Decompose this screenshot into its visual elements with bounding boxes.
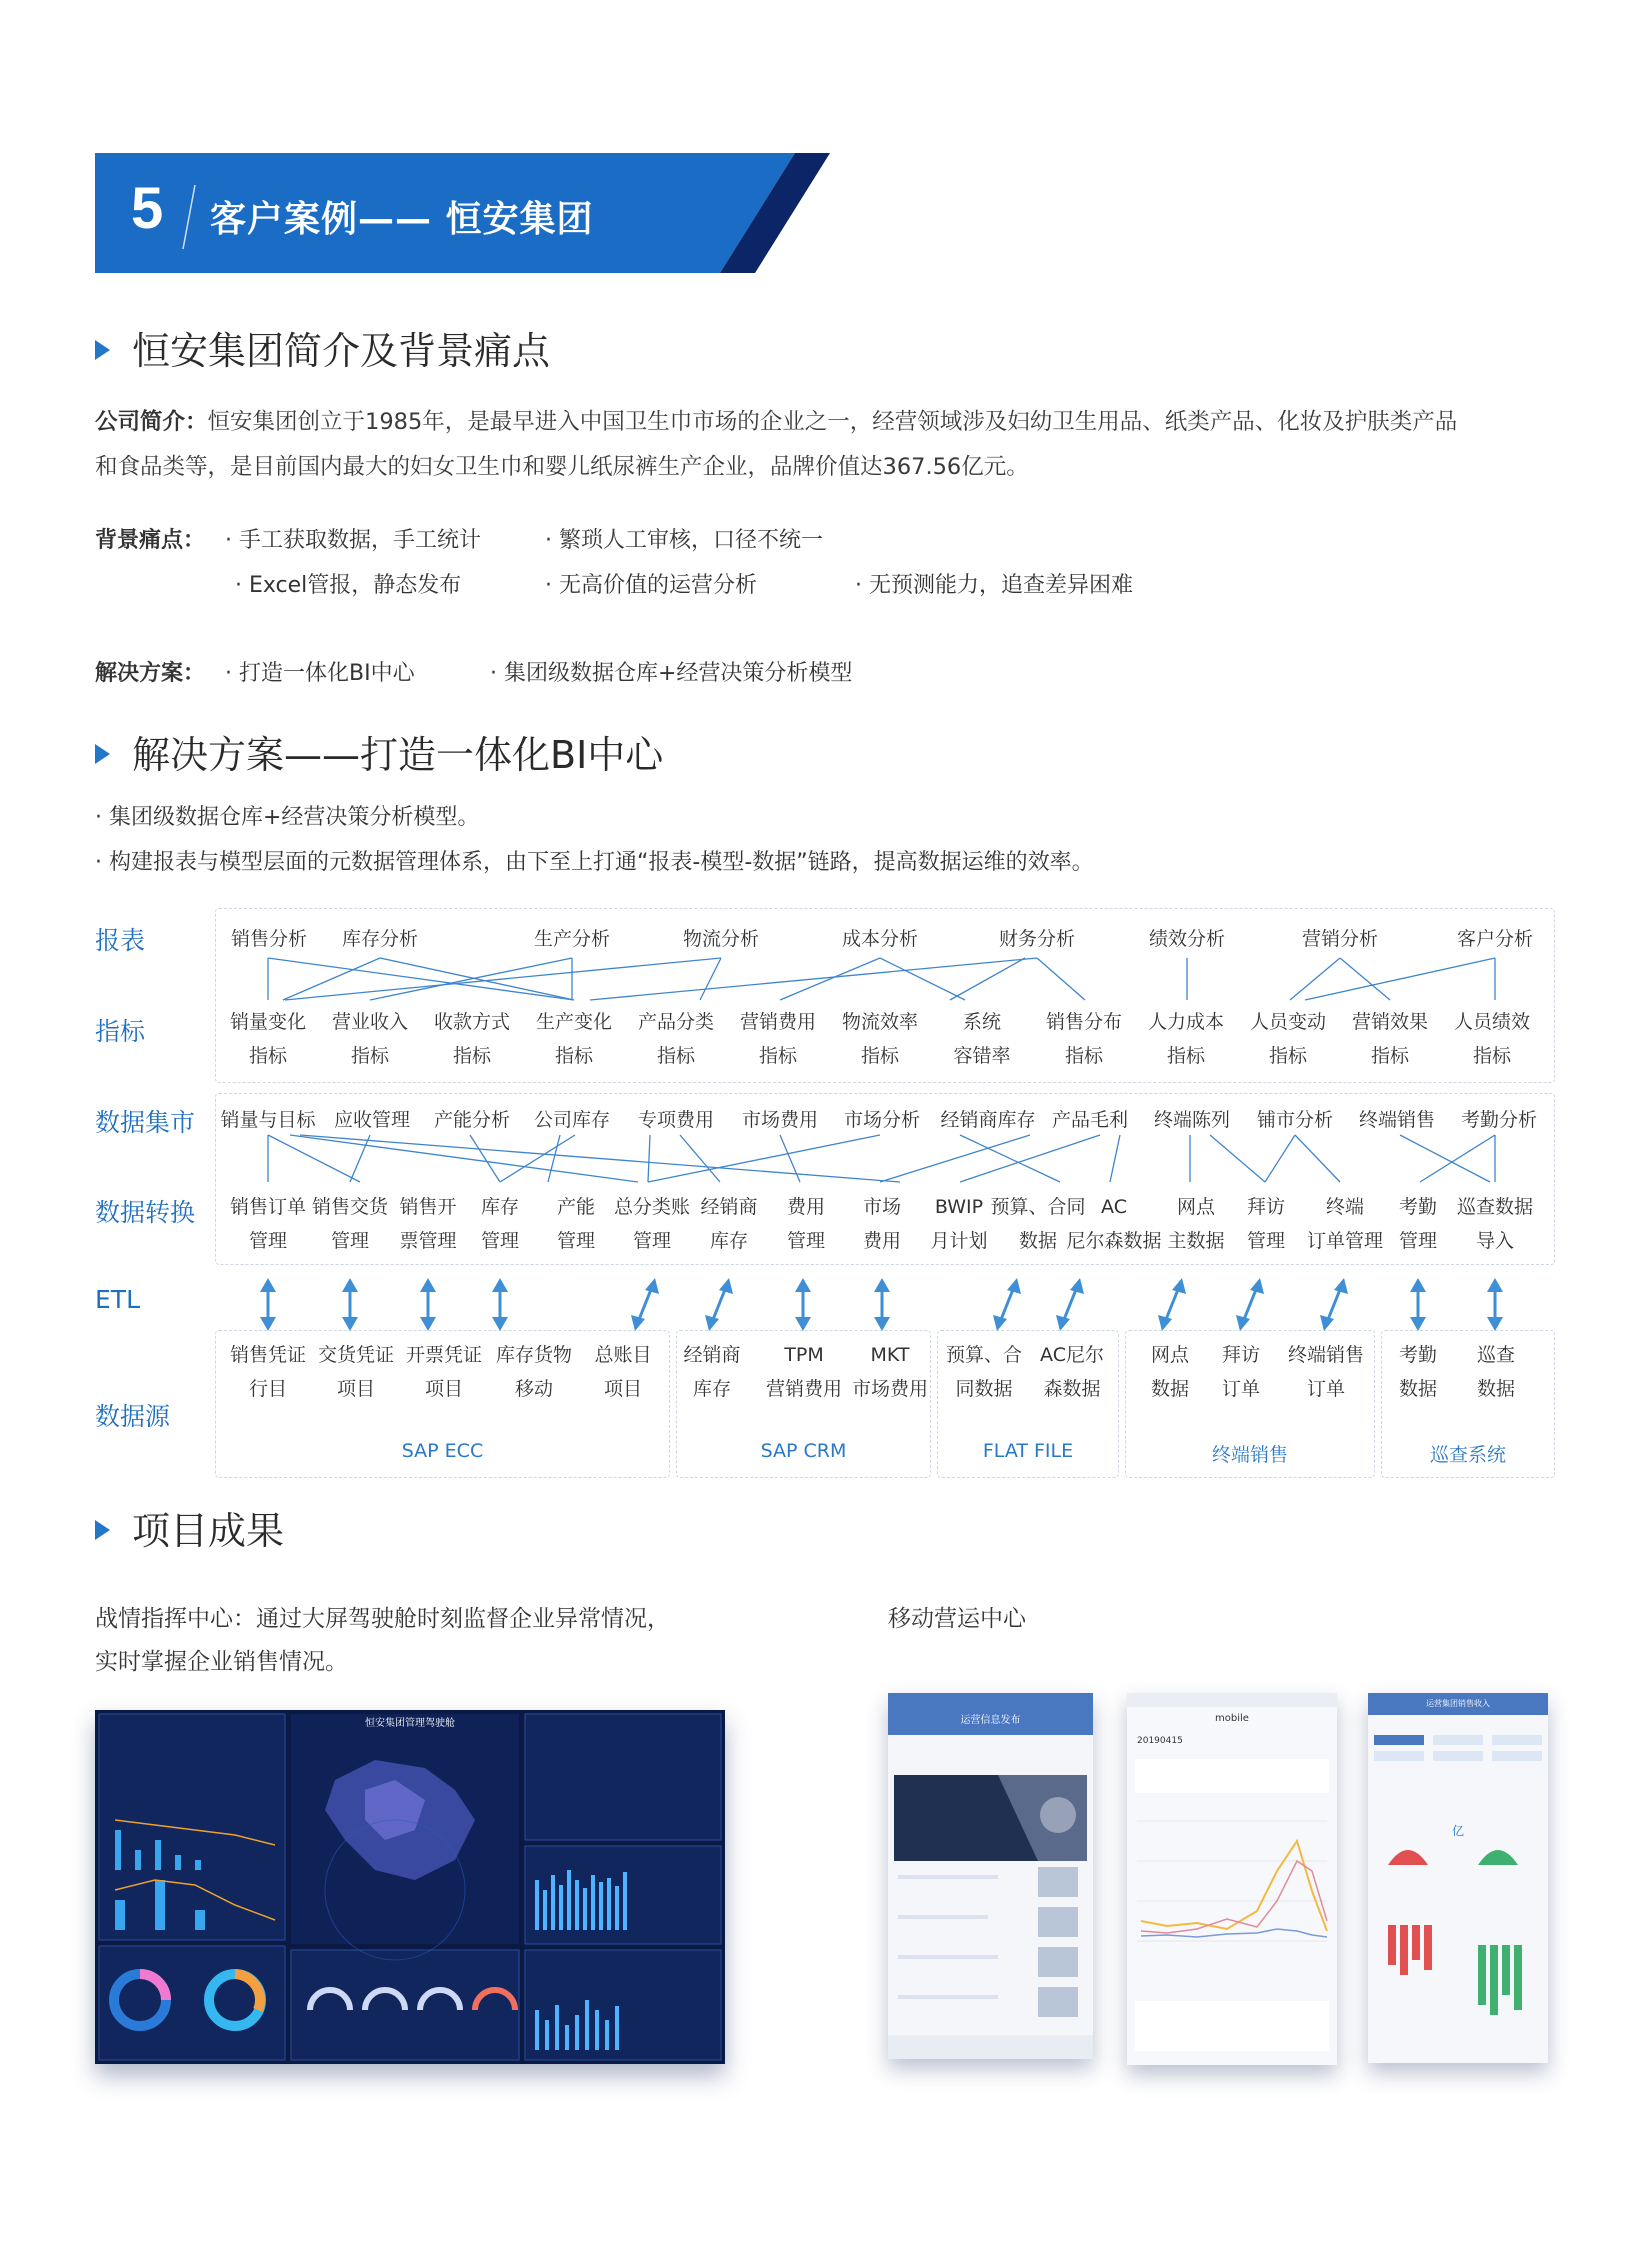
source-box-flat-file xyxy=(937,1330,1119,1478)
phone-screenshot-2 xyxy=(1127,1693,1337,2065)
indicator-item: 人力成本 指标 xyxy=(1147,1011,1224,1067)
source-item: 拜访 订单 xyxy=(1221,1344,1260,1400)
source-item: 网点 数据 xyxy=(1150,1344,1189,1400)
source-item: TPM 营销费用 xyxy=(765,1344,842,1400)
transform-item: 销售订单 管理 xyxy=(229,1196,306,1252)
source-item: 交货凭证 项目 xyxy=(317,1344,394,1400)
source-item: 考勤 数据 xyxy=(1398,1344,1437,1400)
indicator-item: 人员变动 指标 xyxy=(1249,1011,1326,1067)
etl-arrows xyxy=(260,1278,1503,1331)
system-name-terminal-sales: 终端销售 xyxy=(1211,1444,1288,1466)
phone-3-value: 亿 xyxy=(1451,1824,1465,1838)
source-item: 销售凭证 行目 xyxy=(229,1344,306,1400)
phone-title: mobile xyxy=(1215,1713,1249,1724)
transform-item: 经销商 库存 xyxy=(700,1196,758,1252)
indicator-item: 营业收入 指标 xyxy=(331,1011,408,1067)
system-name-flat-file: FLAT FILE xyxy=(982,1440,1074,1462)
source-item: 总账目 项目 xyxy=(594,1344,652,1400)
left-caption-line-2: 实时掌握企业销售情况。 xyxy=(95,1649,348,1675)
system-name-sap-ecc: SAP ECC xyxy=(401,1440,484,1462)
mart-item: 考勤分析 xyxy=(1460,1109,1537,1131)
mart-item: 产能分析 xyxy=(433,1109,510,1131)
transform-item: 销售开 票管理 xyxy=(399,1196,457,1252)
row-label-indicator: 指标 xyxy=(95,1017,146,1046)
phone-status-bar xyxy=(1127,1693,1337,1707)
report-item: 客户分析 xyxy=(1456,928,1533,950)
source-item: 预算、合 同数据 xyxy=(945,1344,1022,1400)
mart-item: 专项费用 xyxy=(637,1109,714,1131)
etl-arrow-diagonal xyxy=(993,1278,1021,1331)
report-item: 库存分析 xyxy=(341,928,418,950)
mart-item: 铺市分析 xyxy=(1256,1109,1333,1131)
indicator-item: 销量变化 指标 xyxy=(229,1011,306,1067)
row-label-source: 数据源 xyxy=(95,1402,171,1431)
etl-arrow-vertical xyxy=(260,1278,276,1331)
phone-status-bar xyxy=(888,1693,1093,1709)
source-item: 经销商 库存 xyxy=(683,1344,741,1400)
indicator-item: 生产变化 指标 xyxy=(535,1011,612,1067)
etl-arrow-vertical xyxy=(342,1278,358,1331)
etl-arrow-diagonal xyxy=(631,1278,659,1331)
report-item: 物流分析 xyxy=(682,928,759,950)
dashboard-title: 恒安集团管理驾驶舱 xyxy=(365,1718,455,1729)
transform-item: 巡查数据 导入 xyxy=(1456,1196,1533,1252)
report-indicator-links xyxy=(268,958,1495,1000)
mart-item: 终端销售 xyxy=(1358,1109,1435,1131)
etl-arrow-diagonal xyxy=(1158,1278,1186,1331)
indicator-item: 销售分布 指标 xyxy=(1045,1011,1122,1067)
report-item: 生产分析 xyxy=(533,928,610,950)
system-name-inspection: 巡查系统 xyxy=(1429,1444,1506,1466)
indicator-item: 收款方式 指标 xyxy=(433,1011,510,1067)
indicator-item: 营销效果 指标 xyxy=(1351,1011,1428,1067)
phone-screenshot-3 xyxy=(1368,1693,1548,2063)
mart-item: 市场费用 xyxy=(741,1109,818,1131)
report-item: 绩效分析 xyxy=(1148,928,1225,950)
phone-title: 运营集团销售收入 xyxy=(1368,1693,1548,1715)
pain-label: 背景痛点： xyxy=(95,528,206,553)
system-name-sap-crm: SAP CRM xyxy=(760,1440,847,1462)
mart-transform-links xyxy=(268,1135,1495,1182)
pain-item-4: · 无高价值的运营分析 xyxy=(545,573,757,598)
report-item: 财务分析 xyxy=(998,928,1075,950)
transform-item: BWIP 月计划 xyxy=(930,1196,988,1252)
transform-item: AC 尼尔森数据 xyxy=(1066,1196,1162,1252)
transform-item: 预算、合同 数据 xyxy=(990,1196,1086,1252)
mart-item: 市场分析 xyxy=(843,1109,920,1131)
section-title: 客户案例—— 恒安集团 xyxy=(210,199,594,240)
phone-date: 20190415 xyxy=(1137,1736,1183,1746)
indicator-item: 产品分类 指标 xyxy=(637,1011,714,1067)
etl-arrow-vertical xyxy=(795,1278,811,1331)
mart-item: 终端陈列 xyxy=(1153,1109,1230,1131)
source-box-inspection xyxy=(1381,1330,1555,1478)
etl-arrow-vertical xyxy=(492,1278,508,1331)
source-box-terminal xyxy=(1125,1330,1375,1478)
solution-label: 解决方案： xyxy=(95,661,206,686)
pain-item-5: · 无预测能力，追查差异困难 xyxy=(855,573,1133,598)
transform-item: 费用 管理 xyxy=(786,1196,825,1252)
phone-2-content xyxy=(1127,1751,1337,2065)
pain-item-3: · Excel管报，静态发布 xyxy=(235,573,462,598)
source-box-sap-crm xyxy=(676,1330,931,1478)
solution-item-2: · 集团级数据仓库+经营决策分析模型 xyxy=(490,661,853,686)
phone-3-content xyxy=(1368,1715,1548,2063)
etl-arrow-diagonal xyxy=(1320,1278,1348,1331)
phone-1-content xyxy=(888,1735,1093,2059)
report-item: 成本分析 xyxy=(841,928,918,950)
solution-bullet-1: · 集团级数据仓库+经营决策分析模型。 xyxy=(95,805,480,830)
transform-item: 产能 管理 xyxy=(556,1196,595,1252)
left-caption-line-1: 战情指挥中心：通过大屏驾驶舱时刻监督企业异常情况， xyxy=(95,1606,670,1632)
solution-item-1: · 打造一体化BI中心 xyxy=(225,661,415,686)
etl-arrow-vertical xyxy=(874,1278,890,1331)
source-item: 开票凭证 项目 xyxy=(405,1344,482,1400)
row-label-mart: 数据集市 xyxy=(95,1108,196,1137)
etl-arrow-vertical xyxy=(1487,1278,1503,1331)
transform-item: 考勤 管理 xyxy=(1398,1196,1437,1252)
transform-item: 销售交货 管理 xyxy=(311,1196,388,1252)
etl-arrow-vertical xyxy=(420,1278,436,1331)
transform-item: 网点 主数据 xyxy=(1167,1196,1225,1252)
phone-title: 运营信息发布 xyxy=(888,1709,1093,1735)
mart-item: 经销商库存 xyxy=(940,1109,1036,1131)
mart-item: 应收管理 xyxy=(333,1109,410,1131)
source-item: AC尼尔 森数据 xyxy=(1040,1344,1104,1400)
report-item: 营销分析 xyxy=(1301,928,1378,950)
report-item: 销售分析 xyxy=(230,928,307,950)
indicator-item: 物流效率 指标 xyxy=(841,1011,918,1067)
right-caption: 移动营运中心 xyxy=(888,1606,1026,1632)
intro-heading: 恒安集团简介及背景痛点 xyxy=(95,320,550,375)
source-item: 库存货物 移动 xyxy=(495,1344,572,1400)
pain-item-2: · 繁琐人工审核，口径不统一 xyxy=(545,528,823,553)
indicator-item: 营销费用 指标 xyxy=(739,1011,816,1067)
results-heading: 项目成果 xyxy=(95,1500,284,1555)
etl-arrow-diagonal xyxy=(705,1278,733,1331)
indicator-item: 系统 容错率 xyxy=(953,1011,1011,1067)
transform-item: 市场 费用 xyxy=(862,1196,901,1252)
transform-item: 拜访 管理 xyxy=(1246,1196,1285,1252)
report-indicator-box xyxy=(215,908,1555,1083)
transform-item: 库存 管理 xyxy=(480,1196,519,1252)
triangle-bullet-icon xyxy=(95,340,110,360)
mart-item: 产品毛利 xyxy=(1051,1109,1128,1131)
etl-arrow-diagonal xyxy=(1236,1278,1264,1331)
transform-item: 终端 订单管理 xyxy=(1306,1196,1383,1252)
company-intro-label: 公司简介： xyxy=(95,409,208,435)
row-label-etl: ETL xyxy=(95,1285,140,1314)
solution-heading: 解决方案——打造一体化BI中心 xyxy=(95,724,663,779)
transform-item: 总分类账 管理 xyxy=(613,1196,690,1252)
pain-item-1: · 手工获取数据，手工统计 xyxy=(225,528,481,553)
triangle-bullet-icon xyxy=(95,1520,110,1540)
mart-item: 销量与目标 xyxy=(220,1109,316,1131)
company-intro-line-2: 和食品类等，是目前国内最大的妇女卫生巾和婴儿纸尿裤生产企业，品牌价值达367.56亿元。 xyxy=(95,454,1029,480)
source-item: MKT 市场费用 xyxy=(851,1344,928,1400)
dashboard-graphic xyxy=(95,1710,725,2064)
dashboard-screenshot xyxy=(95,1710,725,2064)
indicator-item: 人员绩效 指标 xyxy=(1453,1011,1530,1067)
solution-bullet-2: · 构建报表与模型层面的元数据管理体系，由下至上打通“报表-模型-数据”链路，提高数据运维的效率。 xyxy=(95,850,1094,875)
source-item: 终端销售 订单 xyxy=(1287,1344,1364,1400)
section-banner xyxy=(95,153,830,273)
etl-arrow-vertical xyxy=(1410,1278,1426,1331)
mart-item: 公司库存 xyxy=(533,1109,610,1131)
row-label-transform: 数据转换 xyxy=(95,1198,196,1227)
source-item: 巡查 数据 xyxy=(1476,1344,1515,1400)
mart-transform-box xyxy=(215,1093,1555,1265)
section-number: 5 xyxy=(131,176,164,241)
phone-screenshot-1 xyxy=(888,1693,1093,2059)
triangle-bullet-icon xyxy=(95,744,110,764)
etl-arrow-diagonal xyxy=(1056,1278,1084,1331)
company-intro-line-1: 公司简介：恒安集团创立于1985年，是最早进入中国卫生巾市场的企业之一，经营领域涉及妇幼卫生用品、纸类产品、化妆及护肤类产品 xyxy=(95,409,1458,435)
source-box-sap-ecc xyxy=(215,1330,670,1478)
row-label-report: 报表 xyxy=(95,926,146,955)
